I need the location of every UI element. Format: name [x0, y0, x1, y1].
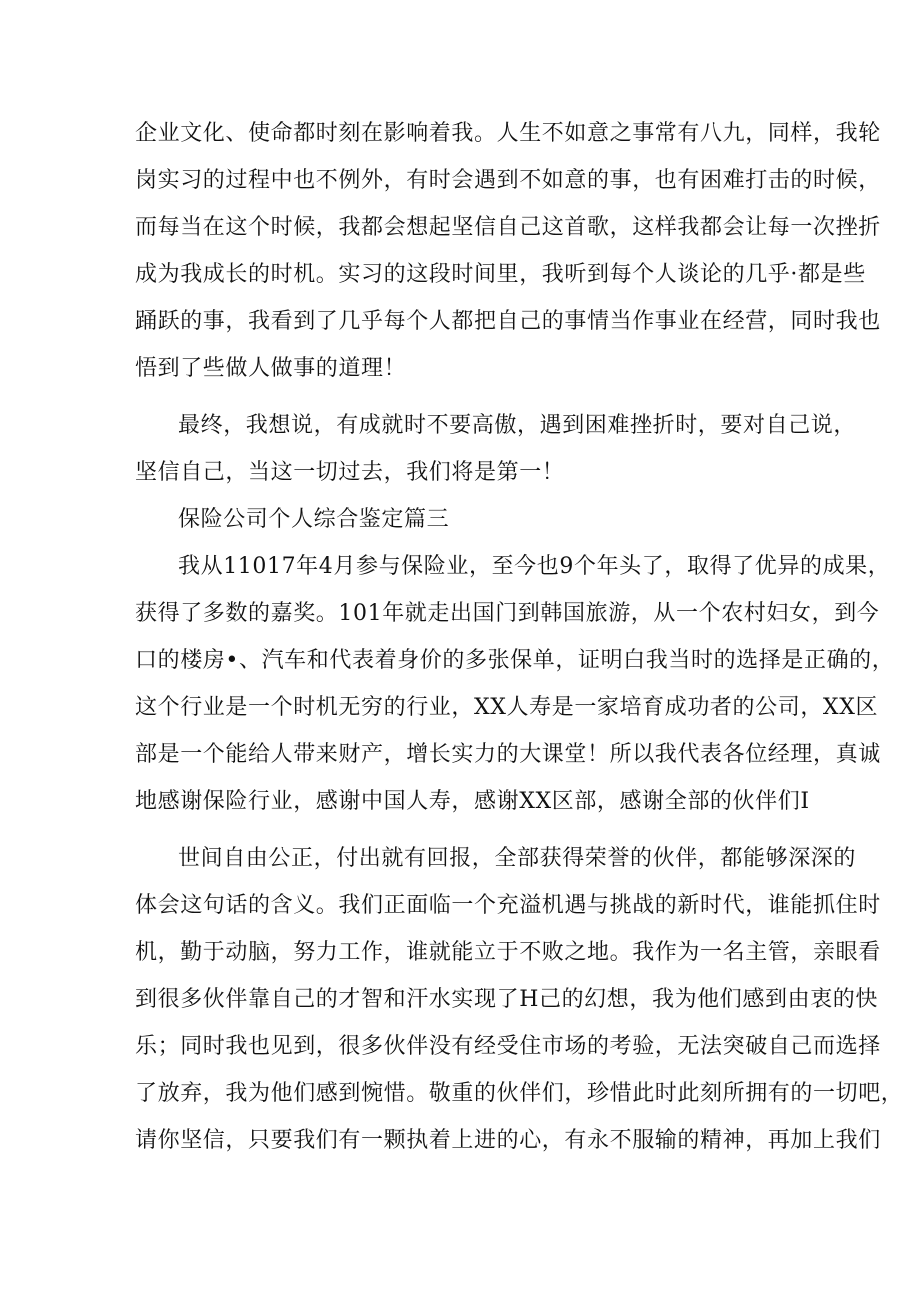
text-line: 部是一个能给人带来财产，增长实力的大课堂！所以我代表各位经理，真诚 — [135, 742, 881, 767]
text-line: 机，勤于动脑，努力工作，谁就能立于不败之地。我作为一名主管，亲眼看 — [135, 940, 881, 965]
text-line: 获得了多数的嘉奖。101年就走出国门到韩国旅游，从一个农村妇女，到今 — [135, 601, 880, 626]
text-line: 成为我成长的时机。实习的这段时间里，我听到每个人谈论的几乎·都是些 — [135, 262, 866, 287]
text-line: 到很多伙伴靠自己的才智和汗水实现了H己的幻想，我为他们感到由衷的快 — [135, 987, 878, 1012]
section-heading: 保险公司个人综合鉴定篇三 — [178, 507, 450, 532]
text-line: 而每当在这个时候，我都会想起坚信自己这首歌，这样我都会让每一次挫折 — [135, 215, 881, 240]
text-line: 我从11017年4月参与保险业，至今也9个年头了，取得了优异的成果， — [178, 554, 891, 579]
text-line: 这个行业是一个时机无穷的行业，XX人寿是一家培育成功者的公司，XX区 — [135, 695, 879, 720]
text-line: 企业文化、使命都时刻在影响着我。人生不如意之事常有八九，同样，我轮 — [135, 121, 881, 146]
text-line: 踊跃的事，我看到了几乎每个人都把自己的事情当作事业在经营，同时我也 — [135, 309, 881, 334]
text-line: 请你坚信，只要我们有一颗执着上进的心，有永不服输的精神，再加上我们 — [135, 1128, 881, 1153]
text-line: 了放弃，我为他们感到惋惜。敬重的伙伴们，珍惜此时此刻所拥有的一切吧， — [135, 1081, 904, 1106]
text-line: 乐；同时我也见到，很多伙伴没有经受住市场的考验，无法突破自己而选择 — [135, 1034, 881, 1059]
text-line: 世间自由公正，付出就有回报，全部获得荣誉的伙伴，都能够深深的 — [178, 846, 857, 871]
text-line: 体会这句话的含义。我们正面临一个充溢机遇与挑战的新时代，谁能抓住时 — [135, 893, 881, 918]
text-line: 口的楼房•、汽车和代表着身价的多张保单，证明白我当时的选择是正确的， — [135, 648, 895, 673]
text-line: 地感谢保险行业，感谢中国人寿，感谢XX区部，感谢全部的伙伴们I — [135, 789, 810, 814]
text-line: 坚信自己，当这一切过去，我们将是第一！ — [135, 460, 565, 485]
text-line: 岗实习的过程中也不例外，有时会遇到不如意的事，也有困难打击的时候， — [135, 168, 881, 193]
text-line: 悟到了些做人做事的道理！ — [135, 356, 407, 381]
text-line: 最终，我想说，有成就时不要高傲，遇到困难挫折时，要对自己说， — [178, 413, 857, 438]
